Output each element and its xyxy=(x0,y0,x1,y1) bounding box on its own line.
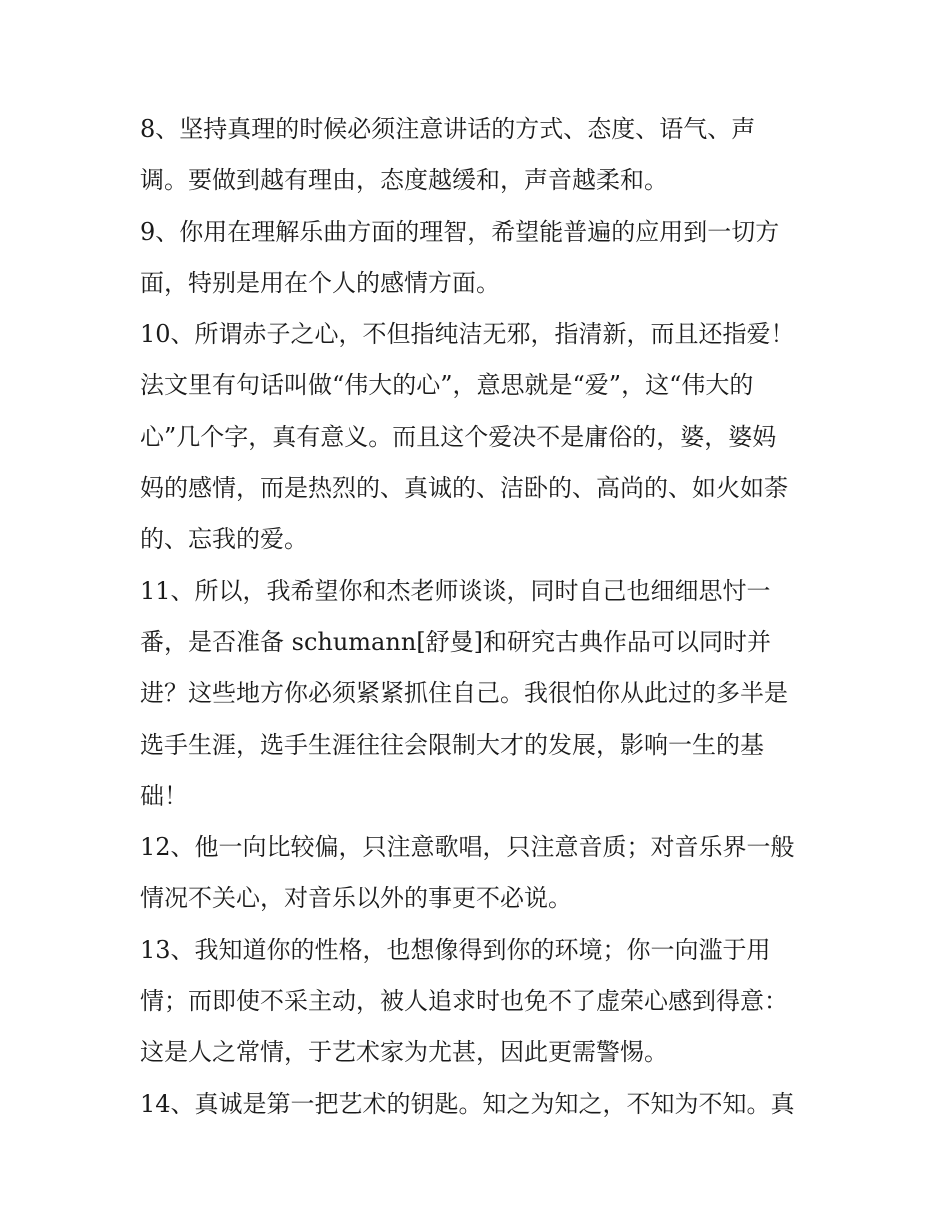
text-line: 法文里有句话叫做“伟大的心”，意思就是“爱”，这“伟大的 xyxy=(140,371,754,400)
text-line: 13、我知道你的性格，也想像得到你的环境；你一向滥于用 xyxy=(140,935,771,964)
text-line: 面，特别是用在个人的感情方面。 xyxy=(140,268,500,297)
text-line: 情；而即使不采主动，被人追求时也免不了虚荣心感到得意： xyxy=(140,987,788,1016)
text-line: 10、所谓赤子之心，不但指纯洁无邪，指清新，而且还指爱！ xyxy=(140,320,795,349)
text-line: 番，是否准备 schumann[舒曼]和研究古典作品可以同时并 xyxy=(140,627,772,656)
text-line: 8、坚持真理的时候必须注意讲话的方式、态度、语气、声 xyxy=(140,115,756,143)
text-line: 础！ xyxy=(140,781,188,810)
text-line: 心”几个字，真有意义。而且这个爱决不是庸俗的，婆，婆妈 xyxy=(140,422,777,451)
text-line: 11、所以，我希望你和杰老师谈谈，同时自己也细细思忖一 xyxy=(140,576,771,605)
text-line: 妈的感情，而是热烈的、真诚的、洁卧的、高尚的、如火如荼 xyxy=(140,474,788,503)
document-body xyxy=(140,104,820,1130)
text-line: 情况不关心，对音乐以外的事更不必说。 xyxy=(140,884,572,913)
text-line: 12、他一向比较偏，只注意歌唱，只注意音质；对音乐界一般 xyxy=(140,833,795,862)
text-line: 这是人之常情，于艺术家为尤甚，因此更需警惕。 xyxy=(140,1038,668,1067)
text-line: 9、你用在理解乐曲方面的理智，希望能普遍的应用到一切方 xyxy=(140,217,780,246)
text-line: 选手生涯，选手生涯往往会限制大才的发展，影响一生的基 xyxy=(140,730,764,759)
text-line: 的、忘我的爱。 xyxy=(140,525,308,554)
text-line: 进？这些地方你必须紧紧抓住自己。我很怕你从此过的多半是 xyxy=(140,679,788,708)
text-line: 14、真诚是第一把艺术的钥匙。知之为知之，不知为不知。真 xyxy=(140,1089,795,1118)
text-line: 调。要做到越有理由，态度越缓和，声音越柔和。 xyxy=(140,166,668,195)
